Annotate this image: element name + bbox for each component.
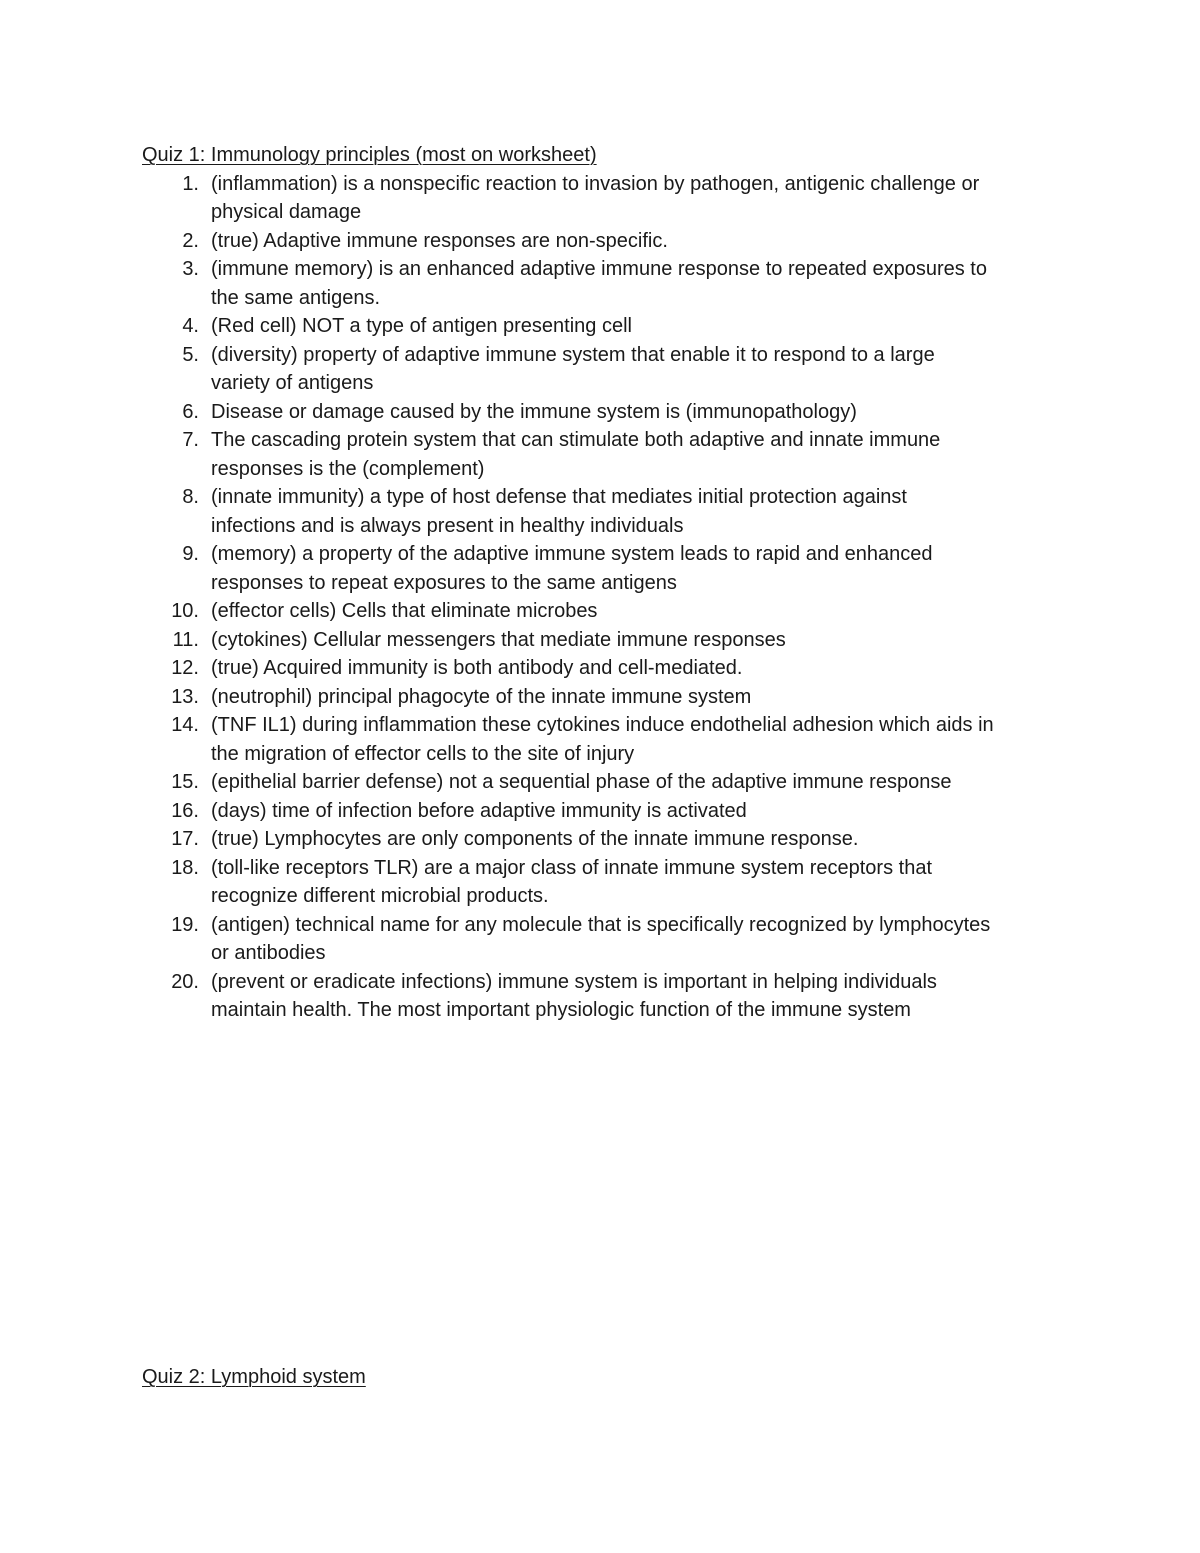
quiz-item-text-line: recognize different microbial products.	[211, 885, 549, 907]
quiz-item	[142, 227, 1072, 256]
quiz-item-text-line: (true) Acquired immunity is both antibody and cell-mediated.	[211, 657, 743, 679]
quiz-item-number: 19.	[171, 913, 199, 936]
quiz-item-number: 20.	[171, 970, 199, 993]
quiz-item	[142, 711, 1072, 768]
quiz-item	[142, 540, 1072, 597]
quiz-item	[142, 597, 1072, 626]
quiz-item-number: 2.	[182, 229, 199, 252]
quiz-item	[142, 426, 1072, 483]
quiz-item-number: 12.	[171, 657, 199, 679]
quiz-item-text-line: (neutrophil) principal phagocyte of the innate immune system	[211, 685, 752, 708]
quiz-item-text-line: (epithelial barrier defense) not a sequential phase of the adaptive immune response	[211, 771, 952, 793]
quiz-item-number: 3.	[182, 258, 199, 280]
quiz-item-text-line: (antigen) technical name for any molecule that is specifically recognized by lymphocytes	[211, 913, 991, 936]
quiz-item-text-line: (effector cells) Cells that eliminate microbes	[211, 600, 598, 622]
quiz-item	[142, 825, 1072, 854]
quiz-item-text-line: physical damage	[211, 201, 362, 223]
quiz-item-text-line: responses is the (complement)	[211, 457, 485, 480]
quiz-item-number: 1.	[182, 172, 199, 195]
quiz-item-text-line: (cytokines) Cellular messengers that mediate immune responses	[211, 628, 786, 651]
quiz-item-text-line: (Red cell) NOT a type of antigen presenting cell	[211, 315, 632, 337]
quiz-item	[142, 483, 1072, 540]
quiz-2-heading: Quiz 2: Lymphoid system	[142, 1366, 366, 1388]
quiz-item-number: 7.	[182, 429, 199, 451]
quiz-2-section	[142, 1363, 1072, 1392]
quiz-item-text-line: (innate immunity) a type of host defense that mediates initial protection against	[211, 486, 907, 508]
quiz-item-number: 4.	[182, 315, 199, 337]
quiz-item	[142, 797, 1072, 826]
quiz-item-text-line: responses to repeat exposures to the same antigens	[211, 571, 677, 594]
quiz-item-number: 14.	[171, 714, 199, 736]
quiz-item-text-line: Disease or damage caused by the immune system is (immunopathology)	[211, 400, 857, 423]
quiz-item	[142, 968, 1072, 1025]
quiz-item	[142, 255, 1072, 312]
quiz-item-text-line: (diversity) property of adaptive immune system that enable it to respond to a large	[211, 343, 935, 366]
quiz-item	[142, 768, 1072, 797]
quiz-item	[142, 683, 1072, 712]
quiz-item-text-line: the migration of effector cells to the site of injury	[211, 742, 635, 765]
quiz-item-number: 11.	[172, 628, 199, 651]
quiz-item-text-line: (true) Lymphocytes are only components of the innate immune response.	[211, 828, 859, 850]
quiz-item-text-line: variety of antigens	[211, 372, 374, 394]
quiz-item	[142, 312, 1072, 341]
quiz-item	[142, 854, 1072, 911]
quiz-1-section	[142, 141, 1072, 1025]
quiz-item	[142, 911, 1072, 968]
quiz-1-question-list	[142, 170, 1072, 1025]
quiz-item-text-line: (true) Adaptive immune responses are non-specific.	[211, 229, 668, 252]
quiz-item-number: 13.	[171, 685, 199, 708]
quiz-item-number: 16.	[171, 799, 199, 822]
quiz-item-text-line: infections and is always present in healthy individuals	[211, 514, 684, 537]
quiz-item-number: 8.	[182, 486, 199, 508]
quiz-item-text-line: or antibodies	[211, 942, 326, 964]
quiz-item-text-line: (days) time of infection before adaptive immunity is activated	[211, 799, 747, 822]
quiz-item-number: 5.	[182, 343, 199, 366]
quiz-item-number: 15.	[171, 771, 199, 793]
quiz-item-number: 6.	[182, 400, 199, 423]
quiz-item-number: 9.	[182, 543, 199, 565]
quiz-item-text-line: (TNF IL1) during inflammation these cytokines induce endothelial adhesion which aids in	[211, 714, 994, 736]
quiz-item-text-line: (toll-like receptors TLR) are a major class of innate immune system receptors that	[211, 856, 933, 879]
quiz-item-text-line: The cascading protein system that can stimulate both adaptive and innate immune	[211, 429, 941, 451]
quiz-item	[142, 341, 1072, 398]
quiz-item-text-line: (prevent or eradicate infections) immune system is important in helping individuals	[211, 970, 937, 993]
quiz-item-text-line: the same antigens.	[211, 286, 380, 309]
quiz-item	[142, 398, 1072, 427]
quiz-item-text-line: (memory) a property of the adaptive immune system leads to rapid and enhanced	[211, 543, 933, 565]
quiz-item	[142, 170, 1072, 227]
quiz-item	[142, 654, 1072, 683]
quiz-1-heading: Quiz 1: Immunology principles (most on worksheet)	[142, 144, 597, 166]
quiz-item-text-line: (inflammation) is a nonspecific reaction to invasion by pathogen, antigenic challenge or	[211, 172, 980, 195]
quiz-item-number: 10.	[171, 600, 199, 622]
quiz-item-number: 18.	[171, 856, 199, 879]
quiz-item	[142, 626, 1072, 655]
quiz-item-text-line: maintain health. The most important physiologic function of the immune system	[211, 999, 911, 1021]
quiz-item-text-line: (immune memory) is an enhanced adaptive immune response to repeated exposures to	[211, 258, 987, 280]
quiz-item-number: 17.	[171, 828, 199, 850]
